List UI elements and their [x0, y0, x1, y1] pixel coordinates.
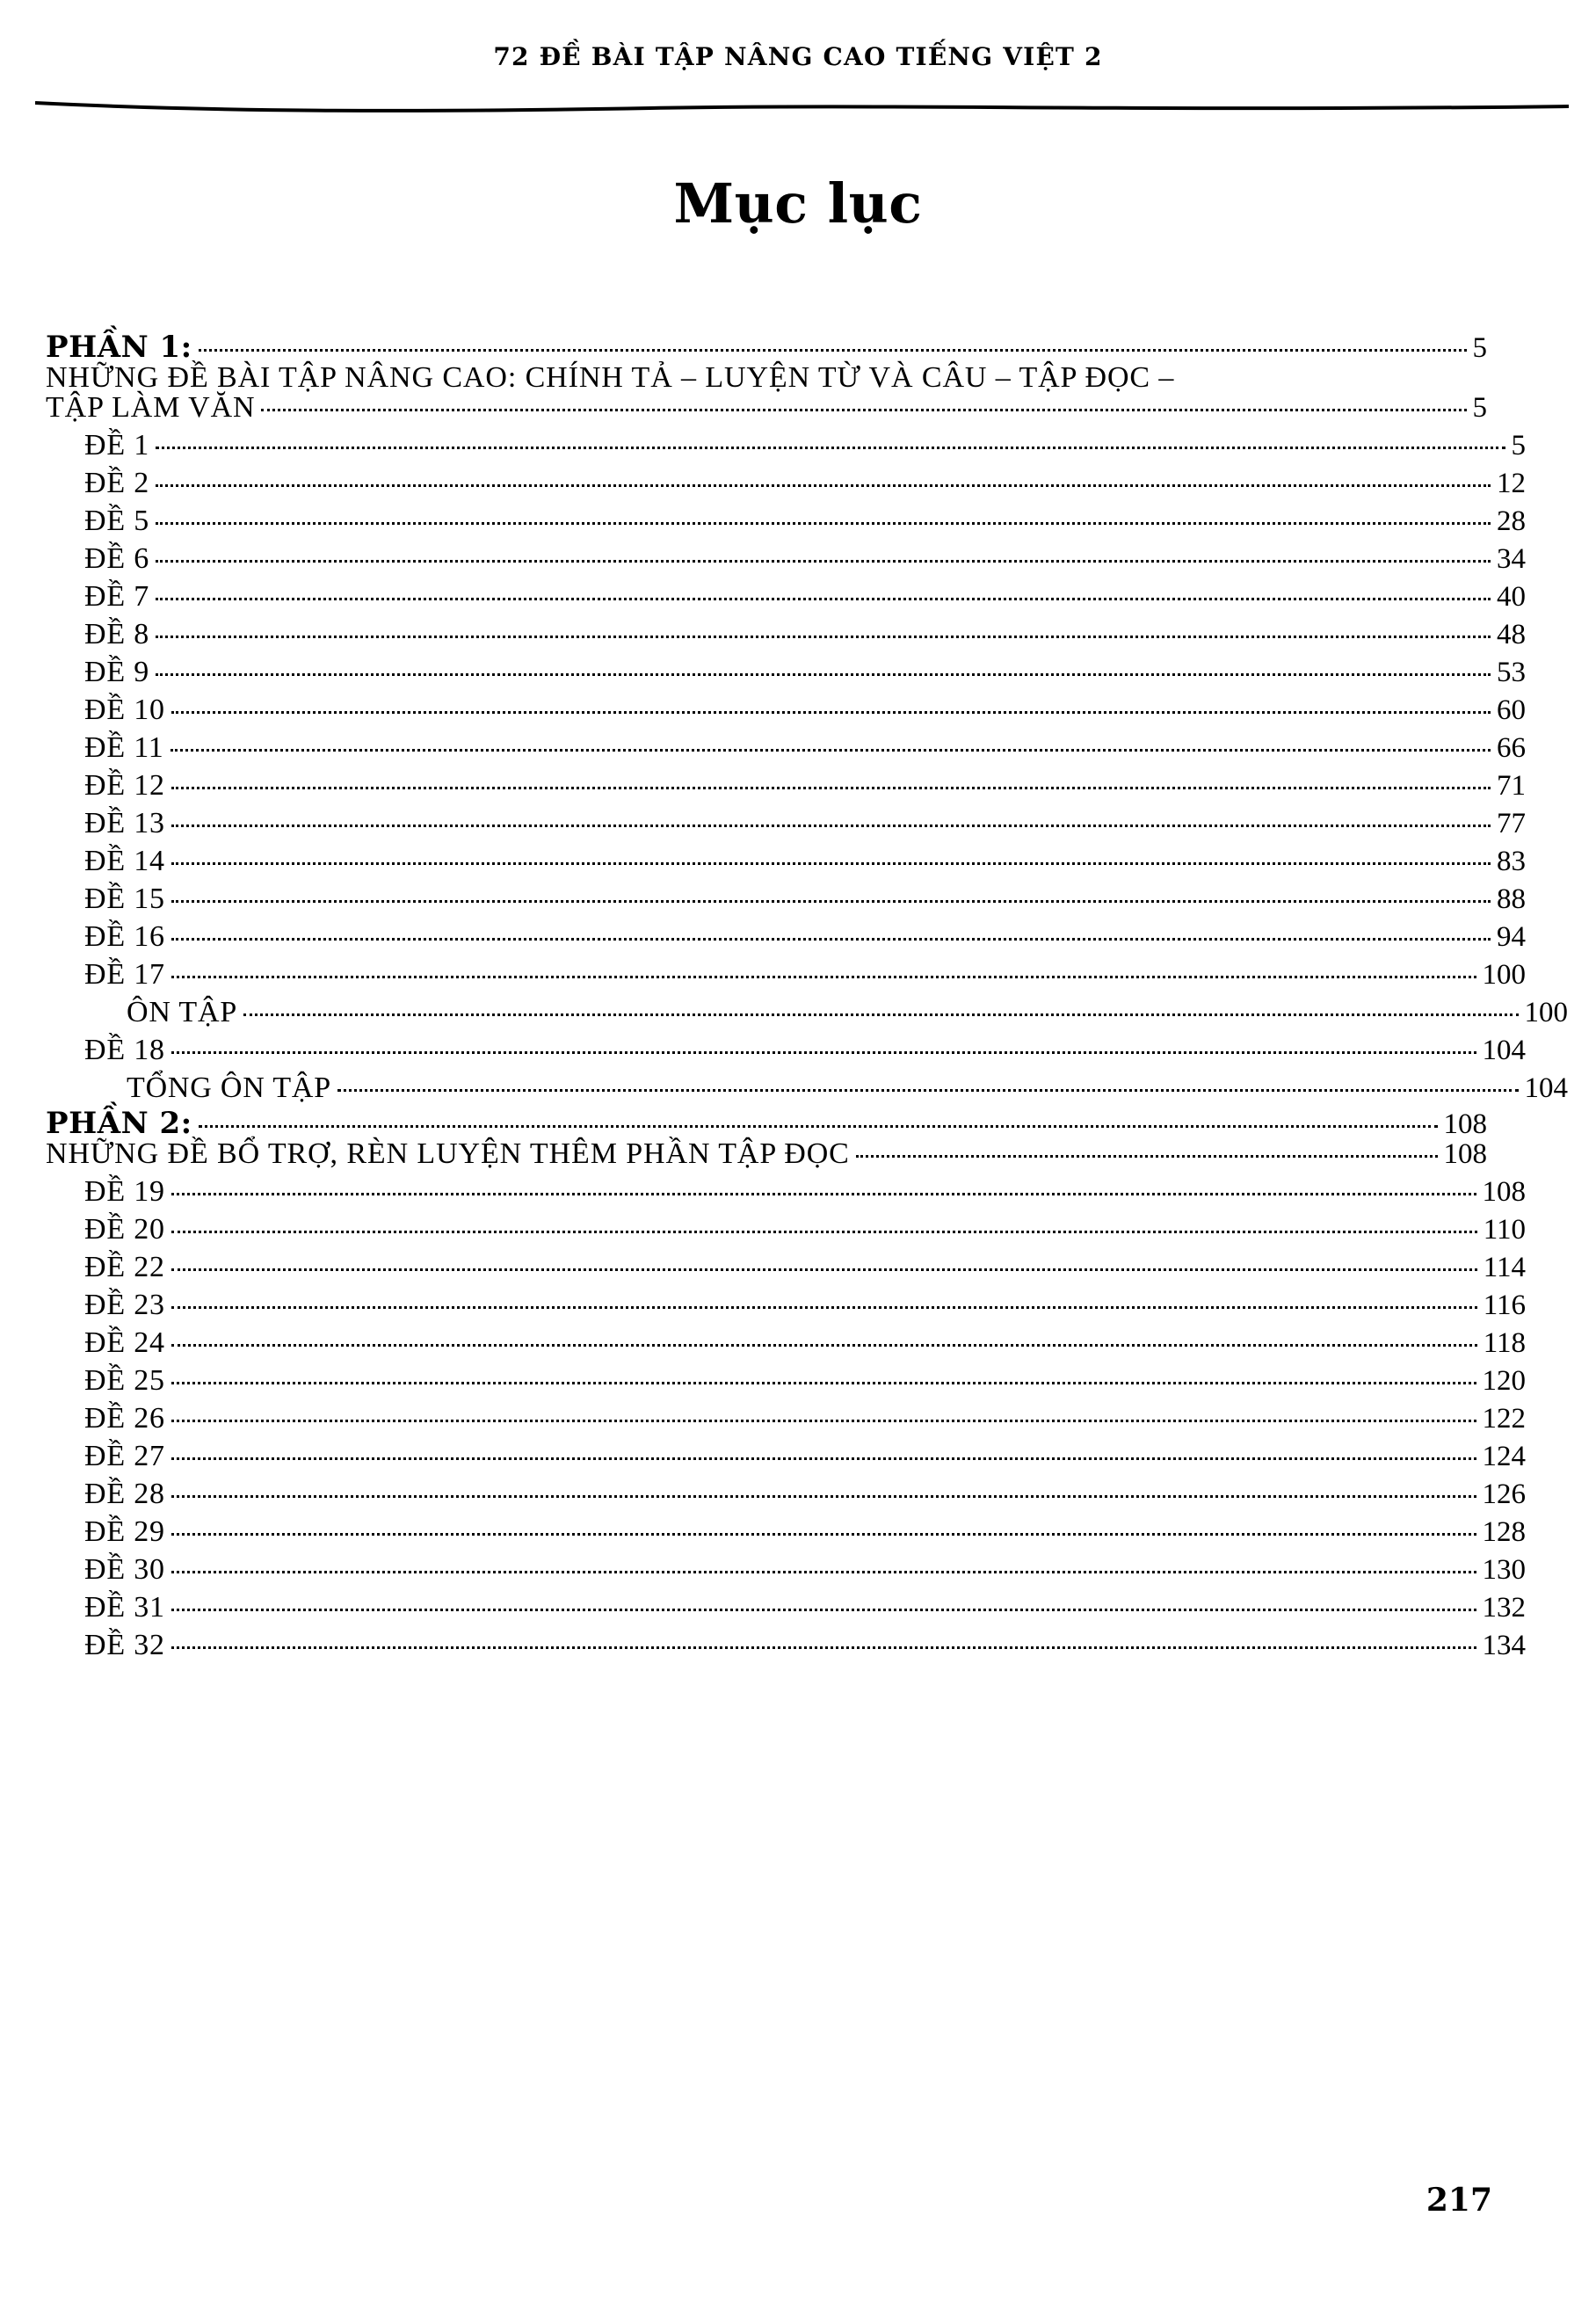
header-rule: [35, 101, 1569, 106]
toc-entry-label: ĐỀ 24: [84, 1326, 165, 1359]
toc-entry-page: 100: [1524, 997, 1568, 1028]
toc-leader-dots: [171, 1420, 1476, 1422]
toc-entry[interactable]: [46, 1479, 1526, 1509]
toc-entry-label: ĐỀ 27: [84, 1440, 165, 1472]
toc-leader-dots: [156, 484, 1491, 487]
toc-leader-dots: [171, 787, 1491, 789]
toc-entry[interactable]: [46, 582, 1526, 612]
toc-entry[interactable]: [46, 620, 1526, 650]
toc-leader-dots: [261, 409, 1466, 411]
toc-entry-label: ĐỀ 30: [84, 1553, 165, 1586]
toc-entry[interactable]: [46, 1328, 1526, 1358]
toc-entry-label: ĐỀ 6: [84, 542, 150, 575]
toc-entry-label: TỔNG ÔN TẬP: [127, 1072, 331, 1104]
toc-leader-dots: [243, 1013, 1518, 1016]
toc-leader-dots: [156, 560, 1491, 563]
toc-entry-label: ĐỀ 12: [84, 769, 165, 802]
toc-leader-dots: [171, 1306, 1477, 1309]
toc-leader-dots: [171, 825, 1491, 827]
toc-entry[interactable]: [46, 1404, 1526, 1434]
toc-entry-page: 100: [1482, 959, 1526, 991]
toc-entry[interactable]: [46, 1290, 1526, 1320]
toc-leader-dots: [171, 1495, 1476, 1498]
running-header-text: 72 ĐỀ BÀI TẬP NÂNG CAO TIẾNG VIỆT 2: [493, 42, 1103, 71]
toc-entry-page: 108: [1443, 1108, 1487, 1140]
toc-entry-page: 124: [1482, 1441, 1526, 1472]
toc-leader-dots: [171, 1193, 1476, 1195]
toc-entry-label: ĐỀ 31: [84, 1591, 165, 1624]
toc-entry[interactable]: [46, 1517, 1526, 1547]
table-of-contents: [46, 327, 1568, 1661]
toc-leader-dots: [171, 1533, 1476, 1536]
toc-entry-page: 77: [1497, 808, 1526, 839]
toc-entry[interactable]: [46, 1442, 1526, 1471]
toc-leader-dots: [171, 1457, 1476, 1460]
toc-leader-dots: [199, 349, 1467, 352]
toc-leader-dots: [171, 1051, 1476, 1054]
toc-entry-page: 132: [1482, 1592, 1526, 1624]
toc-entry[interactable]: [46, 771, 1526, 801]
toc-entry[interactable]: [46, 332, 1487, 363]
toc-leader-dots: [171, 1571, 1476, 1573]
toc-leader-dots: [156, 447, 1505, 449]
toc-entry-label: ĐỀ 13: [84, 807, 165, 839]
toc-entry-page: 53: [1497, 657, 1526, 688]
toc-entry-page: 128: [1482, 1516, 1526, 1548]
toc-entry-page: 66: [1497, 732, 1526, 764]
toc-entry[interactable]: [46, 809, 1526, 839]
toc-entry[interactable]: [46, 1177, 1526, 1207]
toc-entry-label: ĐỀ 11: [84, 731, 164, 764]
toc-entry[interactable]: [46, 1108, 1487, 1139]
toc-entry-label: ĐỀ 8: [84, 618, 150, 650]
toc-entry[interactable]: [46, 1139, 1487, 1169]
toc-entry-page: 108: [1443, 1138, 1487, 1170]
toc-entry-page: 5: [1472, 332, 1487, 364]
toc-leader-dots: [171, 900, 1491, 903]
toc-entry-label: PHẦN 2:: [46, 1106, 192, 1141]
toc-entry-page: 104: [1482, 1035, 1526, 1066]
toc-entry[interactable]: [46, 1631, 1526, 1660]
toc-entry-page: 88: [1497, 883, 1526, 915]
toc-entry-label: ĐỀ 20: [84, 1213, 165, 1246]
toc-entry-label: ĐỀ 9: [84, 656, 150, 688]
toc-entry-label: ĐỀ 26: [84, 1402, 165, 1435]
toc-leader-dots: [171, 1231, 1477, 1233]
toc-entry-page: 83: [1497, 846, 1526, 877]
toc-leader-dots: [156, 522, 1491, 525]
toc-entry-label: ĐỀ 29: [84, 1515, 165, 1548]
toc-leader-dots: [337, 1089, 1519, 1092]
toc-entry[interactable]: [46, 733, 1526, 763]
toc-entry[interactable]: [46, 1555, 1526, 1585]
toc-entry-label: ĐỀ 2: [84, 467, 150, 499]
toc-entry-label: TẬP LÀM VĂN: [46, 391, 256, 424]
toc-entry-page: 12: [1497, 468, 1526, 499]
toc-entry-label: ĐỀ 5: [84, 505, 150, 537]
toc-entry[interactable]: [46, 393, 1487, 423]
toc-entry[interactable]: [46, 657, 1526, 687]
toc-entry-label: ĐỀ 25: [84, 1364, 165, 1397]
toc-entry-label: ĐỀ 32: [84, 1629, 165, 1661]
toc-entry-page: 110: [1483, 1214, 1526, 1246]
toc-entry[interactable]: [46, 363, 1487, 393]
toc-entry[interactable]: [46, 1073, 1568, 1103]
toc-entry-page: 28: [1497, 505, 1526, 537]
toc-entry-label: NHỮNG ĐỀ BỔ TRỢ, RÈN LUYỆN THÊM PHẦN TẬP ĐỌC: [46, 1137, 850, 1170]
toc-entry[interactable]: [46, 431, 1526, 461]
toc-entry-page: 5: [1511, 430, 1526, 461]
toc-leader-dots: [856, 1155, 1438, 1158]
toc-entry-label: ĐỀ 17: [84, 958, 165, 991]
toc-leader-dots: [156, 673, 1491, 676]
toc-entry-page: 5: [1472, 392, 1487, 424]
toc-leader-dots: [156, 598, 1491, 600]
toc-entry[interactable]: [46, 1253, 1526, 1282]
toc-entry-label: ĐỀ 14: [84, 845, 165, 877]
toc-entry-label: ĐỀ 15: [84, 883, 165, 915]
toc-entry[interactable]: [46, 1215, 1526, 1245]
toc-entry-label: ĐỀ 23: [84, 1289, 165, 1321]
toc-entry[interactable]: [46, 544, 1526, 574]
toc-leader-dots: [171, 1646, 1476, 1649]
toc-entry-label: ĐỀ 10: [84, 694, 165, 726]
toc-entry-page: 104: [1524, 1072, 1568, 1104]
toc-entry-label: ÔN TẬP: [127, 996, 238, 1028]
toc-entry-page: 134: [1482, 1630, 1526, 1661]
toc-entry[interactable]: [46, 884, 1526, 914]
toc-entry-label: PHẦN 1:: [46, 330, 192, 365]
toc-entry-page: 40: [1497, 581, 1526, 613]
toc-entry-label: NHỮNG ĐỀ BÀI TẬP NÂNG CAO: CHÍNH TẢ – LUYỆN TỪ VÀ CÂU – TẬP ĐỌC –: [46, 361, 1175, 394]
toc-entry-page: 94: [1497, 921, 1526, 953]
toc-leader-dots: [171, 1609, 1476, 1611]
toc-entry-label: ĐỀ 1: [84, 429, 150, 461]
toc-entry-label: ĐỀ 19: [84, 1175, 165, 1208]
toc-entry-label: ĐỀ 16: [84, 920, 165, 953]
toc-leader-dots: [170, 749, 1491, 752]
toc-entry-label: ĐỀ 22: [84, 1251, 165, 1283]
toc-leader-dots: [171, 938, 1491, 941]
toc-entry[interactable]: [46, 998, 1568, 1028]
toc-entry[interactable]: [46, 506, 1526, 536]
toc-leader-dots: [199, 1125, 1438, 1128]
page-title: Mục lục: [673, 171, 923, 236]
toc-entry[interactable]: [46, 1035, 1526, 1065]
toc-entry[interactable]: [46, 1366, 1526, 1396]
toc-entry-page: 122: [1482, 1403, 1526, 1435]
toc-entry-page: 130: [1482, 1554, 1526, 1586]
toc-entry-page: 118: [1483, 1327, 1526, 1359]
toc-leader-dots: [171, 1268, 1477, 1271]
toc-entry-page: 60: [1497, 694, 1526, 726]
toc-entry-label: ĐỀ 18: [84, 1034, 165, 1066]
toc-entry[interactable]: [46, 695, 1526, 725]
toc-entry[interactable]: [46, 469, 1526, 498]
toc-entry[interactable]: [46, 922, 1526, 952]
toc-entry-page: 120: [1482, 1365, 1526, 1397]
toc-entry[interactable]: [46, 960, 1526, 990]
toc-entry-page: 48: [1497, 619, 1526, 650]
toc-entry-label: ĐỀ 28: [84, 1478, 165, 1510]
toc-entry-page: 116: [1483, 1290, 1526, 1321]
toc-entry-page: 71: [1497, 770, 1526, 802]
running-header: [0, 42, 1596, 71]
toc-entry[interactable]: [46, 846, 1526, 876]
toc-entry[interactable]: [46, 1593, 1526, 1623]
toc-leader-dots: [171, 1344, 1477, 1347]
toc-leader-dots: [156, 636, 1491, 638]
toc-leader-dots: [171, 711, 1491, 714]
toc-leader-dots: [171, 862, 1491, 865]
toc-entry-page: 108: [1482, 1176, 1526, 1208]
page-number: 217: [1426, 2182, 1492, 2219]
toc-entry-page: 114: [1483, 1252, 1526, 1283]
toc-leader-dots: [171, 1382, 1476, 1384]
toc-entry-page: 34: [1497, 543, 1526, 575]
toc-leader-dots: [171, 976, 1476, 978]
toc-entry-label: ĐỀ 7: [84, 580, 150, 613]
toc-entry-page: 126: [1482, 1478, 1526, 1510]
